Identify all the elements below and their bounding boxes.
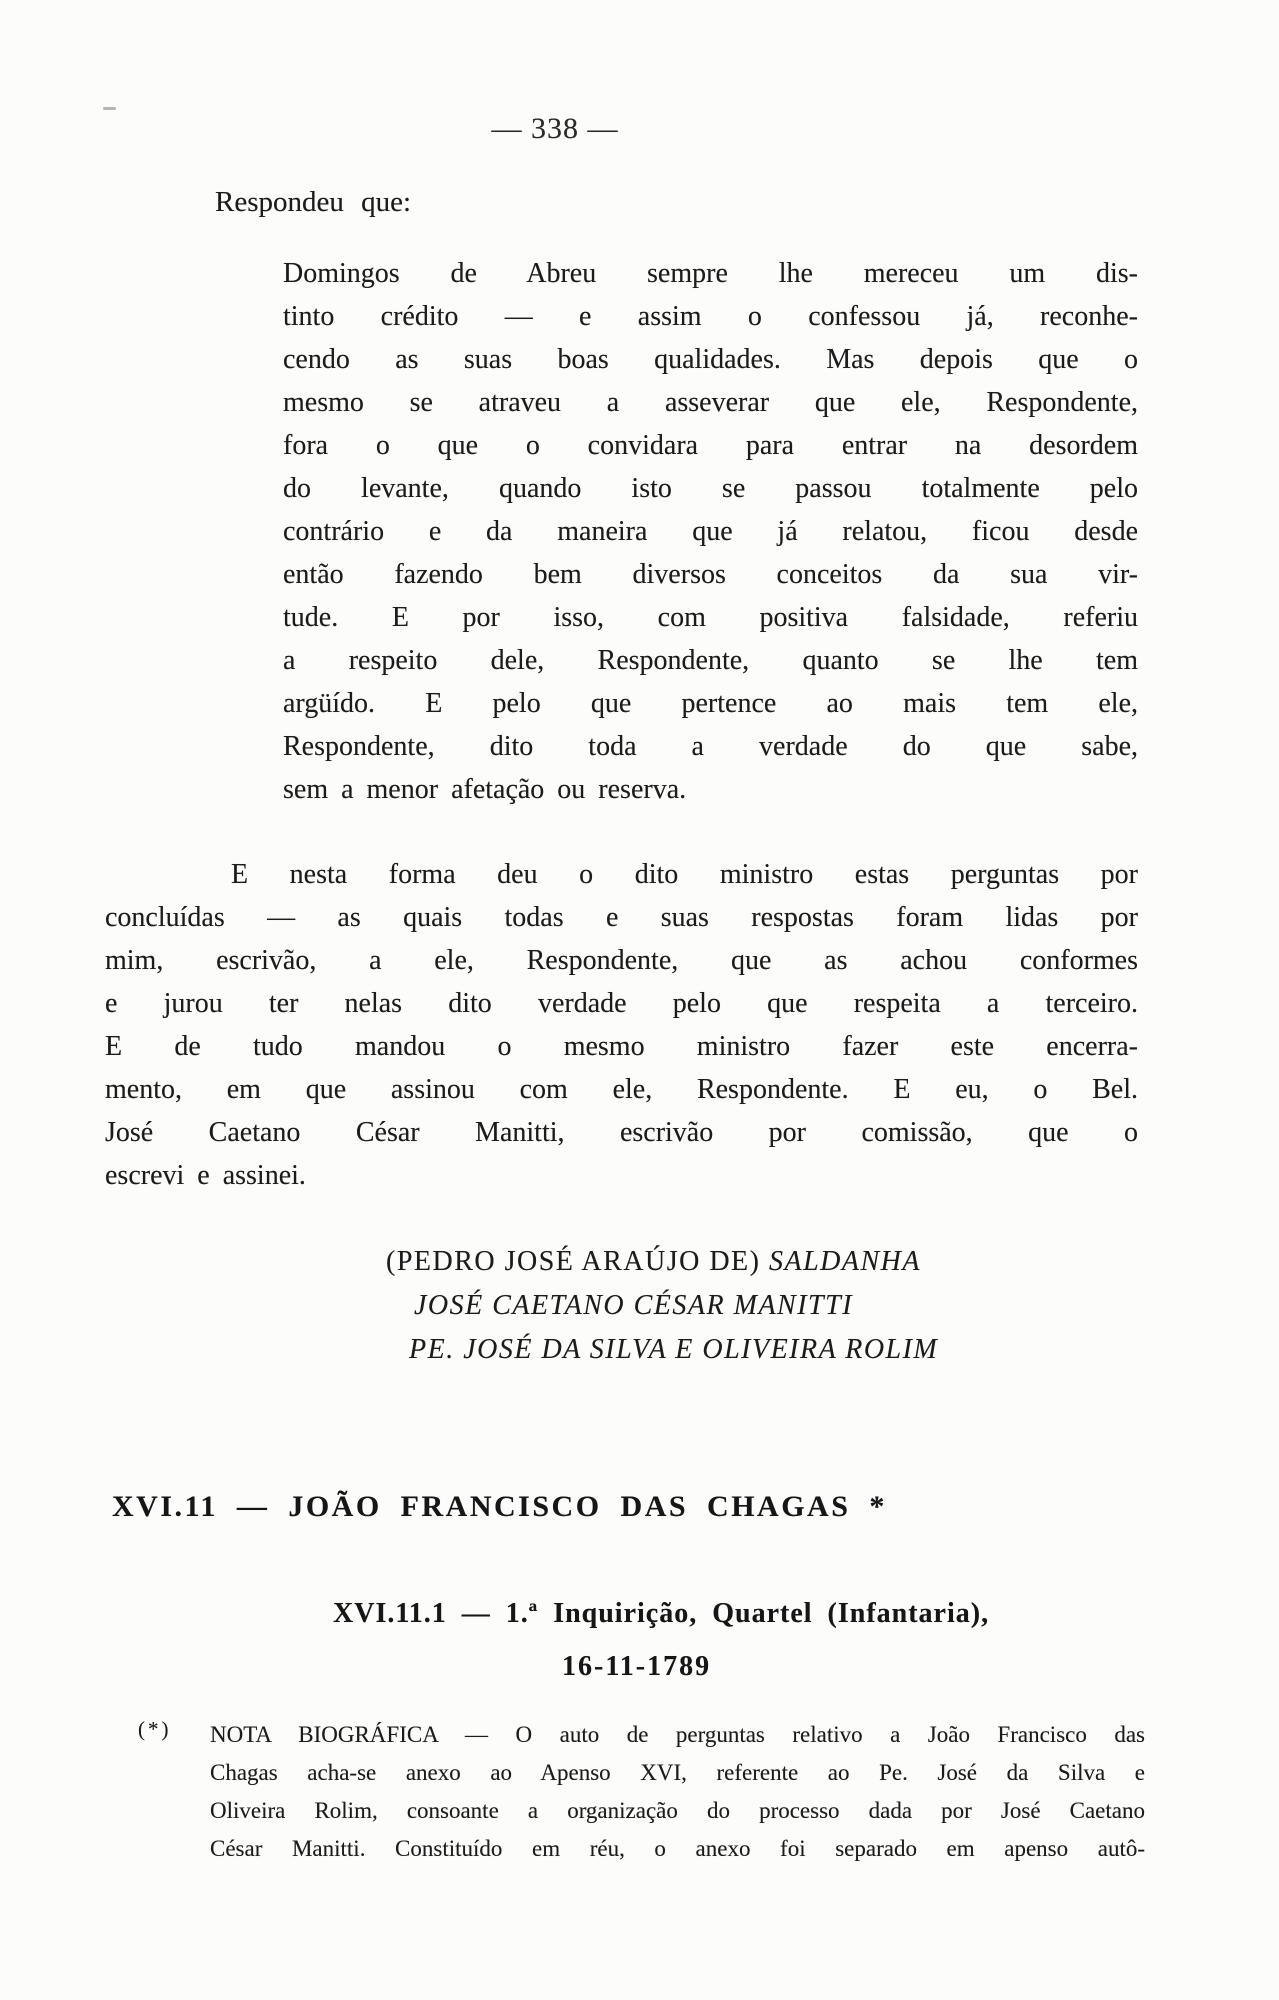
responder-lead-in: Respondeu que: <box>215 186 412 218</box>
biographical-footnote <box>210 1716 1145 1868</box>
footnote-marker: (*) <box>138 1717 172 1741</box>
quote-line: cendo as suas boas qualidades. Mas depois que o <box>283 344 1138 375</box>
footnote-line: César Manitti. Constituído em réu, o anexo foi separado em apenso autô- <box>210 1836 1145 1861</box>
scan-artifact-dash <box>103 107 116 110</box>
quote-line: sem a menor afetação ou reserva. <box>283 774 687 805</box>
paragraph-line: e jurou ter nelas dito verdade pelo que respeita a terceiro. <box>105 988 1138 1019</box>
quote-line: argüído. E pelo que pertence ao mais tem ele, <box>283 688 1138 719</box>
paragraph-line: E de tudo mandou o mesmo ministro fazer este encerra- <box>105 1031 1138 1062</box>
footnote-line: Oliveira Rolim, consoante a organização do processo dada por José Caetano <box>210 1798 1145 1823</box>
quote-line: então fazendo bem diversos conceitos da sua vir- <box>283 559 1138 590</box>
paragraph-line: mim, escrivão, a ele, Respondente, que as achou conformes <box>105 945 1138 976</box>
quote-line: do levante, quando isto se passou totalmente pelo <box>283 473 1138 504</box>
quote-line: mesmo se atraveu a asseverar que ele, Respondente, <box>283 387 1138 418</box>
closing-paragraph <box>105 853 1138 1197</box>
signature-name-plain: (PEDRO JOSÉ ARAÚJO DE) <box>386 1246 769 1277</box>
paragraph-line: concluídas — as quais todas e suas respostas foram lidas por <box>105 902 1138 933</box>
paragraph-line: E nesta forma deu o dito ministro estas perguntas por <box>231 859 1138 890</box>
section-heading: XVI.11 — JOÃO FRANCISCO DAS CHAGAS * <box>112 1490 887 1523</box>
signature-line: JOSÉ CAETANO CÉSAR MANITTI <box>414 1290 854 1321</box>
signature-block <box>386 1240 938 1372</box>
footnote-line: Chagas acha-se anexo ao Apenso XVI, referente ao Pe. José da Silva e <box>210 1760 1145 1785</box>
quote-line: tinto crédito — e assim o confessou já, reconhe- <box>283 301 1138 332</box>
paragraph-line: José Caetano César Manitti, escrivão por comissão, que o <box>105 1117 1138 1148</box>
page-number: — 338 — <box>491 112 619 145</box>
signature-name-italic: SALDANHA <box>768 1246 921 1277</box>
subsection-heading-date: 16-11-1789 <box>562 1651 712 1682</box>
footnote-line: NOTA BIOGRÁFICA — O auto de perguntas relativo a João Francisco das <box>210 1722 1145 1747</box>
paragraph-line: escrevi e assinei. <box>105 1160 306 1191</box>
signature-line <box>386 1240 938 1284</box>
quote-line: fora o que o convidara para entrar na desordem <box>283 430 1138 461</box>
quote-line: contrário e da maneira que já relatou, ficou desde <box>283 516 1138 547</box>
paragraph-line: mento, em que assinou com ele, Respondente. E eu, o Bel. <box>105 1074 1138 1105</box>
signature-line: PE. JOSÉ DA SILVA E OLIVEIRA ROLIM <box>409 1334 939 1365</box>
testimony-blockquote <box>283 252 1138 811</box>
quote-line: tude. E por isso, com positiva falsidade, referiu <box>283 602 1138 633</box>
quote-line: Domingos de Abreu sempre lhe mereceu um dis- <box>283 258 1138 289</box>
subsection-heading-line1: XVI.11.1 — 1.ª Inquirição, Quartel (Infantaria), <box>333 1598 990 1629</box>
quote-line: Respondente, dito toda a verdade do que sabe, <box>283 731 1138 762</box>
quote-line: a respeito dele, Respondente, quanto se lhe tem <box>283 645 1138 676</box>
